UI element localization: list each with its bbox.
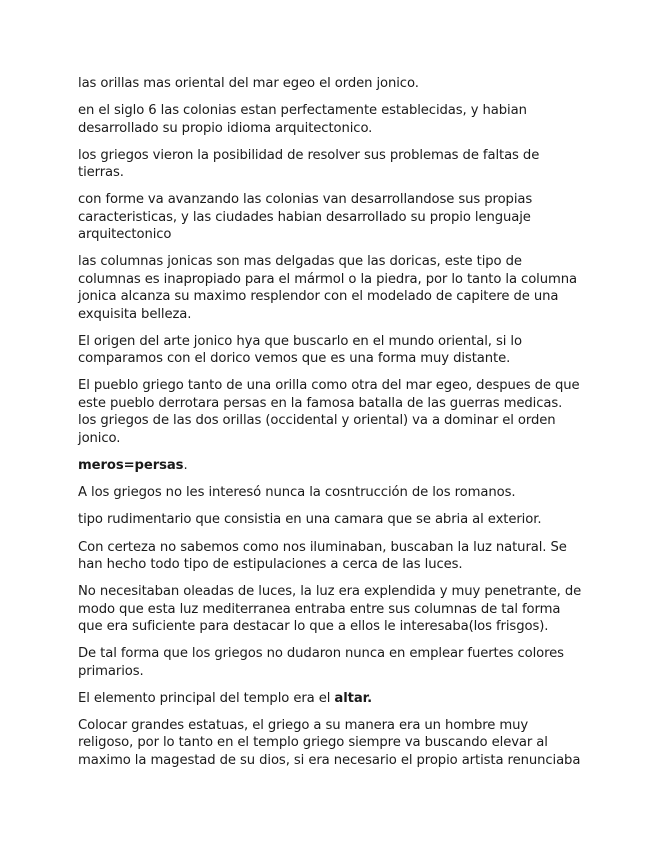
paragraph-text: A los griegos no les interesó nunca la cosntrucción de los romanos. <box>78 485 516 501</box>
paragraph-colores-primarios <box>78 645 583 680</box>
paragraph-text: en el siglo 6 las colonias estan perfectamente establecidas, y habian desarrollado su propio idioma arquitectonico. <box>78 103 527 136</box>
paragraph-romanos <box>78 484 583 501</box>
paragraph-luz-mediterranea <box>78 583 583 635</box>
paragraph-text: con forme va avanzando las colonias van desarrollandose sus propias caracteristicas, y las ciudades habian desarrollado su propio lenguaje arquitectonico <box>78 192 533 243</box>
paragraph-text: . <box>183 457 188 473</box>
paragraph-text: las orillas mas oriental del mar egeo el orden jonico. <box>78 76 419 91</box>
paragraph-origen-arte-jonico <box>78 333 583 368</box>
bold-term: meros=persas <box>78 457 184 473</box>
paragraph-siglo-6 <box>78 102 583 137</box>
paragraph-text: Con certeza no sabemos como nos iluminaban, buscaban la luz natural. Se han hecho todo tipo de estipulaciones a cerca de las luces. <box>78 539 567 572</box>
paragraph-colonias <box>78 191 583 243</box>
paragraph-camara <box>78 511 583 528</box>
paragraph-falta-de-tierras <box>78 147 583 182</box>
paragraph-text: El origen del arte jonico hya que buscarlo en el mundo oriental, si lo comparamos con el dorico vemos que es una forma muy distante. <box>78 333 522 367</box>
paragraph-text: Colocar grandes estatuas, el griego a su manera era un hombre muy religoso, por lo tanto en el templo griego siempre va buscando elevar al maximo la magestad de su dios, si era necesario el propio artista renunciaba <box>78 717 581 768</box>
paragraph-orden-jonico <box>78 75 583 92</box>
paragraph-altar <box>78 690 583 707</box>
paragraph-meros-persas <box>78 457 583 474</box>
paragraph-text: De tal forma que los griegos no dudaron nunca en emplear fuertes colores primarios. <box>78 646 564 679</box>
document-page <box>78 75 583 779</box>
bold-term: altar. <box>334 690 373 706</box>
paragraph-text: No necesitaban oleadas de luces, la luz era explendida y muy penetrante, de modo que esta luz mediterranea entraba entre sus columnas de tal forma que era suficiente para destacar lo que a ellos le interesaba(los frisgos). <box>78 584 582 634</box>
paragraph-text: El pueblo griego tanto de una orilla como otra del mar egeo, despues de que este pueblo derrotara persas en la famosa batalla de las guerras medicas. los griegos de las dos orillas (occidental y oriental) va a dominar el orden jonico. <box>78 378 580 446</box>
paragraph-estatuas <box>78 717 583 769</box>
paragraph-text: los griegos vieron la posibilidad de resolver sus problemas de faltas de tierras. <box>78 147 540 181</box>
paragraph-iluminacion <box>78 539 583 574</box>
paragraph-text: las columnas jonicas son mas delgadas que las doricas, este tipo de columnas es inapropiado para el mármol o la piedra, por lo tanto la columna jonica alcanza su maximo resplendor con el modelado de capitere de una exquisita belleza. <box>78 254 577 322</box>
paragraph-text: El elemento principal del templo era el <box>78 690 335 706</box>
paragraph-pueblo-griego <box>78 377 583 447</box>
paragraph-text: tipo rudimentario que consistia en una camara que se abria al exterior. <box>78 512 542 528</box>
paragraph-columnas-jonicas <box>78 253 583 323</box>
